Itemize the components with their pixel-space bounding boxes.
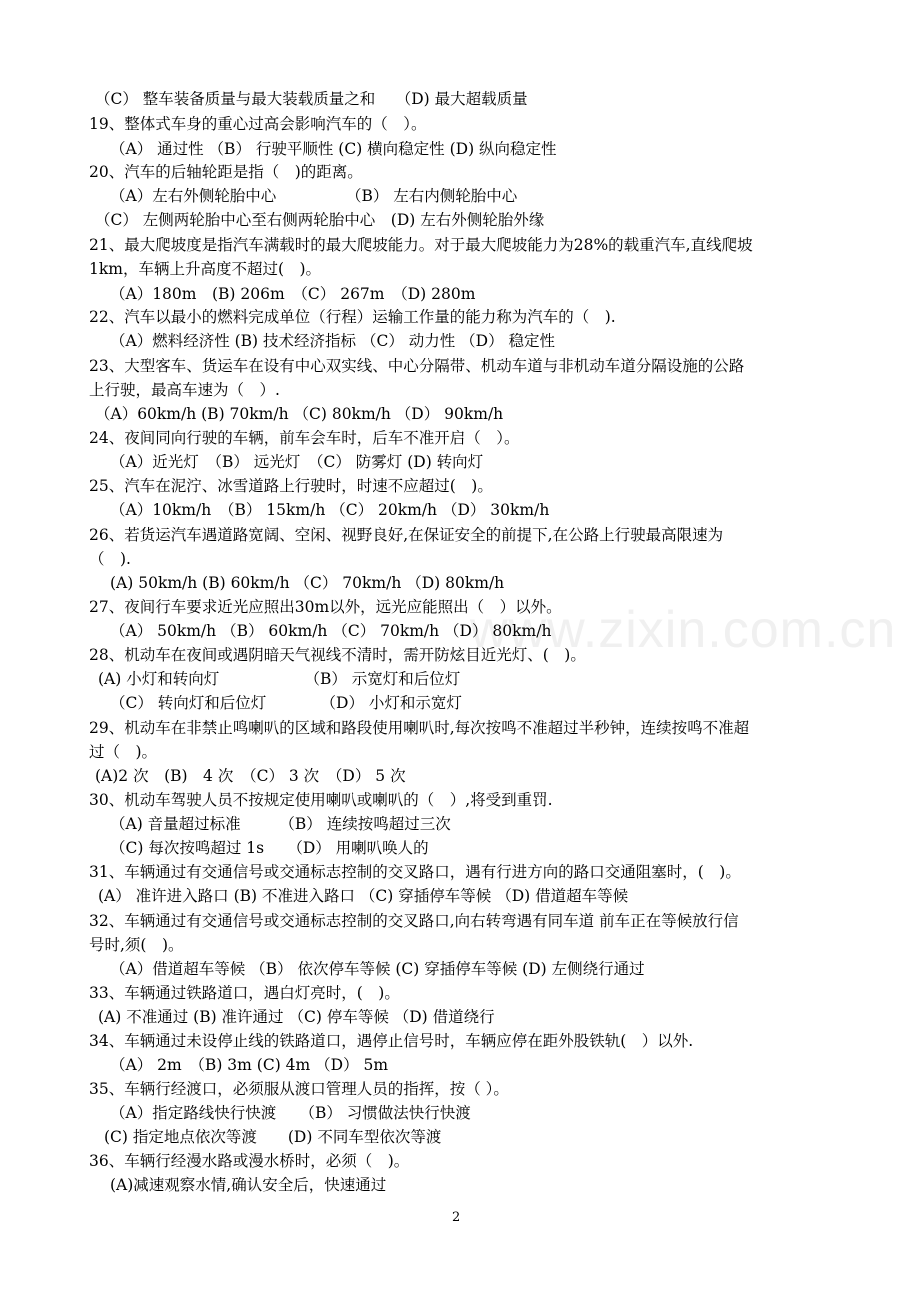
text-line: （A） 2m （B) 3m (C) 4m （D） 5m (110, 1056, 389, 1074)
text-line: 号时,须( )。 (89, 936, 184, 954)
text-line: 22、汽车以最小的燃料完成单位（行程）运输工作量的能力称为汽车的（ ). (89, 308, 616, 326)
text-line: (A) 不准通过 (B) 准许通过 （C) 停车等候 （D) 借道绕行 (98, 1008, 495, 1026)
text-line: 23、大型客车、货运车在设有中心双实线、中心分隔带、机动车道与非机动车道分隔设施的公路 (89, 357, 745, 375)
text-line: 28、机动车在夜间或遇阴暗天气视线不清时，需开防炫目近光灯、( )。 (89, 646, 586, 664)
text-line: (A) 小灯和转向灯 （B） 示宽灯和后位灯 (98, 670, 461, 688)
text-line: 1km，车辆上升高度不超过( )。 (89, 260, 322, 278)
text-line: （C） 左侧两轮胎中心至右侧两轮胎中心 (D) 左右外侧轮胎外缘 (95, 211, 545, 229)
text-line: (C) 指定地点依次等渡 (D) 不同车型依次等渡 (104, 1128, 442, 1146)
text-line: （A）60km/h (B) 70km/h （C) 80km/h （D） 90km/h (95, 405, 504, 423)
text-line: 上行驶，最高车速为（ ）. (89, 381, 280, 399)
page-number: 2 (452, 1210, 461, 1225)
text-line: (A)减速观察水情,确认安全后，快速通过 (110, 1176, 387, 1194)
text-line: (A)2 次 (B) 4 次 （C） 3 次 （D） 5 次 (95, 767, 406, 785)
text-line: （A）10km/h （B） 15km/h （C） 20km/h （D） 30km/h (110, 501, 550, 519)
text-line: 30、机动车驾驶人员不按规定使用喇叭或喇叭的（ ）,将受到重罚. (89, 791, 553, 809)
text-line: 25、汽车在泥泞、冰雪道路上行驶时，时速不应超过( )。 (89, 477, 493, 495)
text-line: （A）近光灯 （B） 远光灯 （C） 防雾灯 (D) 转向灯 (110, 453, 484, 471)
text-line: （A） 通过性 （B） 行驶平顺性 (C) 横向稳定性 (D) 纵向稳定性 (110, 140, 557, 158)
text-line: 31、车辆通过有交通信号或交通标志控制的交叉路口，遇有行进方向的路口交通阻塞时，( )。 (89, 863, 741, 881)
text-line: （A）180m (B) 206m （C） 267m （D) 280m (110, 285, 476, 303)
text-line: 19、整体式车身的重心过高会影响汽车的（ ）。 (89, 115, 427, 133)
text-line: 26、若货运汽车遇道路宽阔、空闲、视野良好,在保证安全的前提下,在公路上行驶最高限速为 (89, 526, 724, 544)
text-line: 35、车辆行经渡口，必须服从渡口管理人员的指挥，按（ ）。 (89, 1080, 509, 1098)
text-line: （A） 50km/h （B） 60km/h （C） 70km/h （D） 80km/h (110, 622, 552, 640)
text-line: 33、车辆通过铁路道口，遇白灯亮时，( )。 (89, 984, 400, 1002)
text-line: 32、车辆通过有交通信号或交通标志控制的交叉路口,向右转弯遇有同车道 前车正在等候放行信 (89, 912, 739, 930)
text-line: (A) 50km/h (B) 60km/h （C） 70km/h （D) 80km/h (110, 574, 505, 592)
text-line: 20、汽车的后轴轮距是指（ )的距离。 (89, 163, 363, 181)
text-line: 过（ )。 (89, 743, 158, 761)
text-line: （C) 每次按鸣超过 1s （D） 用喇叭唤人的 (110, 839, 429, 857)
text-line: （C） 整车装备质量与最大装载质量之和 （D) 最大超载质量 (95, 90, 528, 108)
watermark: www.zixin.com.cn (470, 601, 897, 659)
text-line: （A）借道超车等候 （B） 依次停车等候 (C) 穿插停车等候 (D) 左侧绕行通过 (110, 960, 645, 978)
text-line: （C） 转向灯和后位灯 （D） 小灯和示宽灯 (110, 694, 462, 712)
text-line: （A）指定路线快行快渡 （B） 习惯做法快行快渡 (110, 1104, 471, 1122)
text-line: 27、夜间行车要求近光应照出30m以外，远光应能照出（ ）以外。 (89, 598, 562, 616)
text-line: (A） 准许进入路口 (B) 不准进入路口 （C) 穿插停车等候 （D) 借道超车等候 (98, 887, 629, 905)
text-line: （A）燃料经济性 (B) 技术经济指标 （C） 动力性 （D） 稳定性 (110, 332, 556, 350)
text-line: 34、车辆通过未设停止线的铁路道口，遇停止信号时，车辆应停在距外股铁轨( ）以外. (89, 1032, 694, 1050)
text-line: （ ). (89, 550, 131, 568)
text-line: 24、夜间同向行驶的车辆，前车会车时，后车不准开启（ ）。 (89, 429, 520, 447)
text-line: （A）左右外侧轮胎中心 （B） 左右内侧轮胎中心 (110, 187, 518, 205)
text-line: 29、机动车在非禁止鸣喇叭的区域和路段使用喇叭时,每次按鸣不准超过半秒钟，连续按鸣不准超 (89, 719, 750, 737)
text-line: （A) 音量超过标准 （B） 连续按鸣超过三次 (110, 815, 451, 833)
text-line: 36、车辆行经漫水路或漫水桥时，必须（ )。 (89, 1152, 410, 1170)
text-line: 21、最大爬坡度是指汽车满载时的最大爬坡能力。对于最大爬坡能力为28%的载重汽车,直线爬坡 (89, 236, 753, 254)
